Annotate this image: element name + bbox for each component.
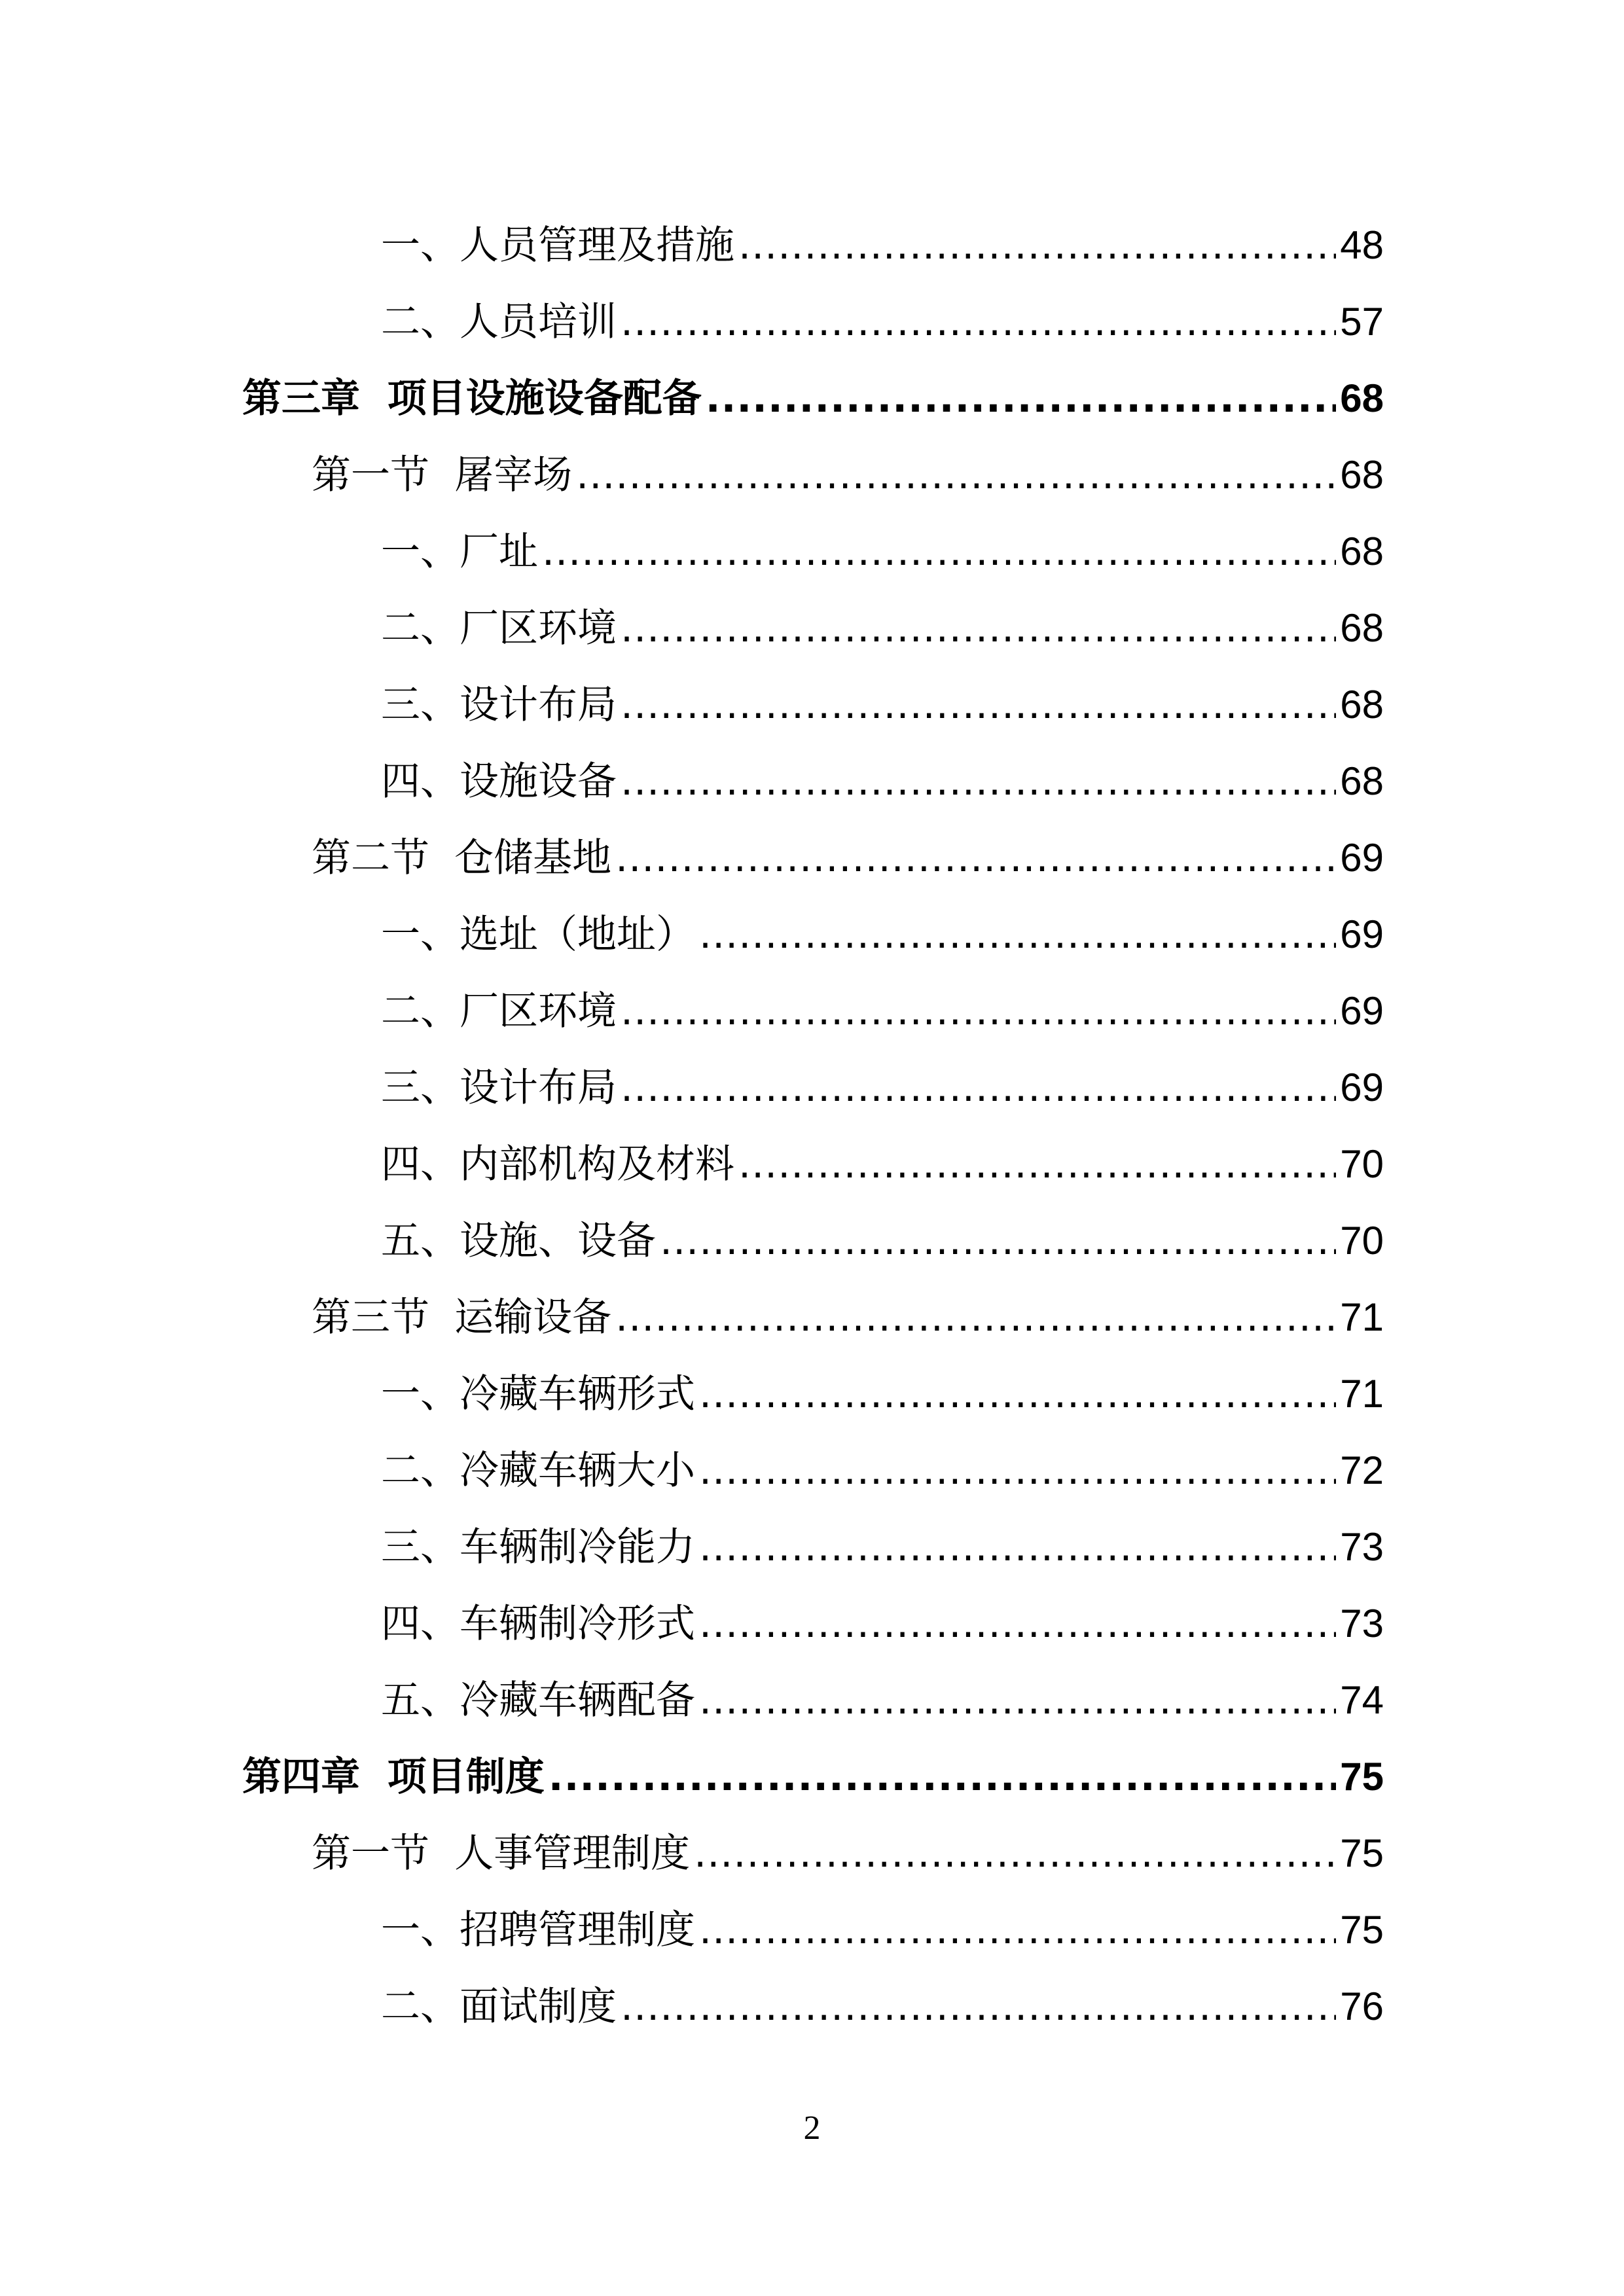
toc-section-entry[interactable] [242, 1279, 1384, 1355]
toc-entry-title: 四、设施设备 [381, 759, 617, 804]
toc-entry[interactable] [242, 1509, 1384, 1585]
toc-entry-page: 69 [1340, 1066, 1384, 1109]
toc-dot-leader [699, 1509, 1336, 1586]
toc-entry-title: 二、面试制度 [381, 1984, 617, 2030]
toc-entry-page: 70 [1340, 1219, 1384, 1263]
toc-entry-title: 五、冷藏车辆配备 [381, 1677, 695, 1723]
toc-entry-title: 一、人员管理及措施 [381, 223, 734, 268]
toc-chapter-entry[interactable] [242, 1738, 1384, 1815]
toc-dot-leader [706, 361, 1336, 437]
toc-entry[interactable] [242, 283, 1384, 360]
toc-entry-page: 70 [1340, 1142, 1384, 1186]
toc-dot-leader [549, 1739, 1336, 1816]
toc-entry-title: 一、厂址 [381, 529, 538, 575]
toc-entry-page: 76 [1340, 1984, 1384, 2028]
toc-dot-leader [621, 667, 1336, 744]
toc-entry[interactable] [242, 590, 1384, 666]
toc-dot-leader [621, 744, 1336, 820]
toc-dot-leader [660, 1203, 1336, 1280]
toc-dot-leader [615, 1280, 1336, 1356]
toc-entry[interactable] [242, 1585, 1384, 1662]
toc-entry-page: 73 [1340, 1602, 1384, 1645]
toc-entry[interactable] [242, 1662, 1384, 1738]
toc-dot-leader [576, 437, 1336, 514]
toc-entry-title: 一、招聘管理制度 [381, 1907, 695, 1953]
toc-entry[interactable] [242, 1968, 1384, 2045]
toc-dot-leader [738, 1126, 1336, 1203]
toc-entry-page: 73 [1340, 1525, 1384, 1569]
toc-entry[interactable] [242, 1202, 1384, 1279]
toc-entry[interactable] [242, 973, 1384, 1049]
toc-entry-title: 四、车辆制冷形式 [381, 1601, 695, 1647]
toc-dot-leader [621, 590, 1336, 667]
toc-entry-title: 一、冷藏车辆形式 [381, 1371, 695, 1417]
toc-dot-leader [621, 973, 1336, 1050]
toc-entry[interactable] [242, 666, 1384, 743]
toc-entry[interactable] [242, 1049, 1384, 1126]
toc-dot-leader [621, 284, 1336, 361]
toc-section-entry[interactable] [242, 1815, 1384, 1892]
toc-entry-page: 68 [1340, 453, 1384, 497]
toc-dot-leader [542, 514, 1336, 590]
toc-entry[interactable] [242, 207, 1384, 283]
toc-dot-leader [615, 820, 1336, 897]
toc-dot-leader [699, 1892, 1336, 1969]
toc-entry[interactable] [242, 1355, 1384, 1432]
toc-dot-leader [699, 1662, 1336, 1739]
toc-entry[interactable] [242, 896, 1384, 973]
toc-entry-page: 75 [1340, 1755, 1384, 1799]
toc-entry-title: 二、厂区环境 [381, 988, 617, 1034]
toc-entry[interactable] [242, 1126, 1384, 1202]
toc-entry-title: 三、车辆制冷能力 [381, 1524, 695, 1570]
toc-entry-title: 第四章 项目制度 [242, 1754, 545, 1800]
toc-section-entry[interactable] [242, 819, 1384, 896]
toc-entry-page: 68 [1340, 683, 1384, 726]
toc-dot-leader [621, 1050, 1336, 1126]
toc-section-entry[interactable] [242, 437, 1384, 513]
toc-dot-leader [699, 1586, 1336, 1662]
toc-entry-page: 68 [1340, 376, 1384, 420]
toc-entry-title: 第三节 运输设备 [312, 1295, 612, 1340]
toc-entry-title: 一、选址（地址） [381, 912, 695, 958]
toc-entry-title: 四、内部机构及材料 [381, 1141, 734, 1187]
toc-entry-title: 第一节 屠宰场 [312, 452, 573, 498]
toc-entry-title: 第二节 仓储基地 [312, 835, 612, 881]
toc-entry-page: 72 [1340, 1448, 1384, 1492]
table-of-contents [242, 207, 1384, 2045]
toc-dot-leader [699, 1356, 1336, 1433]
toc-entry-title: 二、人员培训 [381, 299, 617, 345]
toc-entry-title: 三、设计布局 [381, 1065, 617, 1111]
toc-entry[interactable] [242, 1432, 1384, 1509]
toc-entry-page: 69 [1340, 836, 1384, 880]
toc-entry-title: 第三章 项目设施设备配备 [242, 376, 702, 422]
toc-entry-title: 第一节 人事管理制度 [312, 1831, 691, 1876]
toc-entry-page: 71 [1340, 1372, 1384, 1416]
toc-chapter-entry[interactable] [242, 360, 1384, 437]
page-number: 2 [803, 2109, 821, 2147]
toc-dot-leader [694, 1816, 1336, 1892]
toc-entry-title: 二、冷藏车辆大小 [381, 1448, 695, 1494]
toc-entry-page: 68 [1340, 529, 1384, 573]
toc-entry-page: 57 [1340, 300, 1384, 344]
toc-entry-page: 75 [1340, 1831, 1384, 1875]
toc-entry-page: 68 [1340, 759, 1384, 803]
toc-entry-page: 75 [1340, 1908, 1384, 1952]
toc-entry-title: 三、设计布局 [381, 682, 617, 728]
toc-entry[interactable] [242, 513, 1384, 590]
toc-dot-leader [699, 897, 1336, 973]
toc-entry-title: 五、设施、设备 [381, 1218, 656, 1264]
toc-entry-page: 74 [1340, 1678, 1384, 1722]
toc-dot-leader [621, 1969, 1336, 2045]
toc-entry-page: 48 [1340, 223, 1384, 267]
toc-entry-page: 71 [1340, 1295, 1384, 1339]
toc-entry-page: 69 [1340, 989, 1384, 1033]
toc-dot-leader [699, 1433, 1336, 1509]
toc-entry-page: 68 [1340, 606, 1384, 650]
toc-entry-title: 二、厂区环境 [381, 605, 617, 651]
toc-entry-page: 69 [1340, 912, 1384, 956]
toc-dot-leader [738, 207, 1336, 284]
toc-entry[interactable] [242, 743, 1384, 819]
toc-entry[interactable] [242, 1892, 1384, 1968]
